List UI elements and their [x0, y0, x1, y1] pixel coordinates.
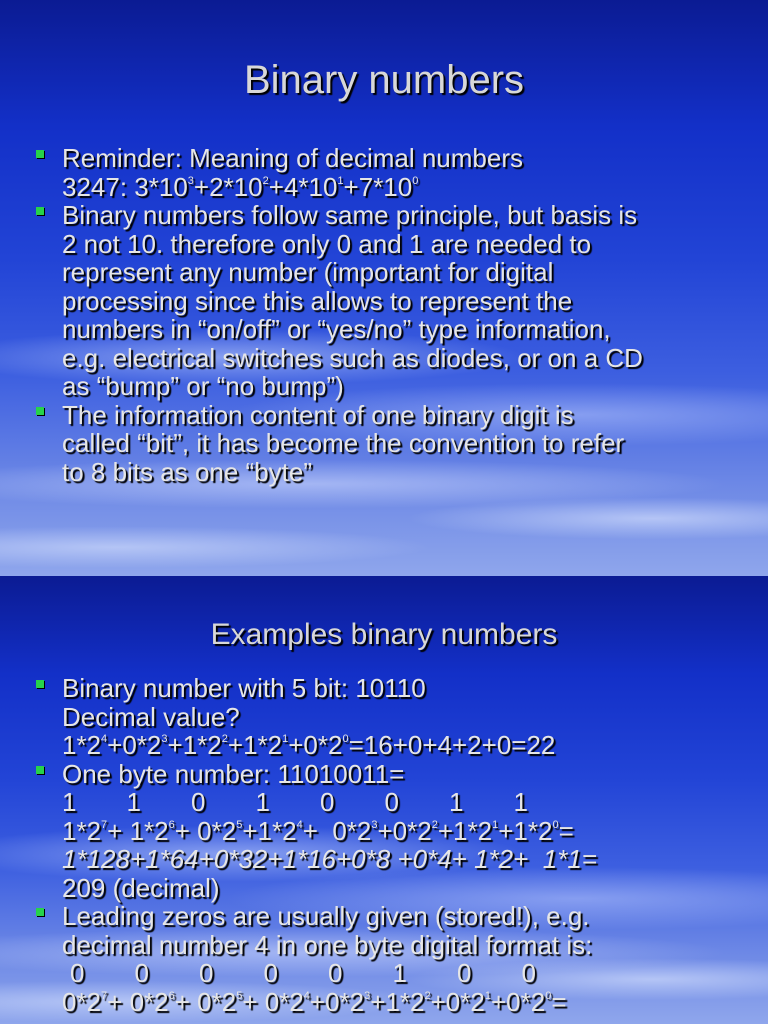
text-line: Decimal value?	[62, 701, 240, 732]
text-line: Reminder: Meaning of decimal numbers	[62, 143, 523, 173]
list-item	[34, 902, 744, 1016]
list-item	[34, 201, 744, 401]
text-line: e.g. electrical switches such as diodes, or on a CD	[62, 342, 643, 373]
list-item	[34, 144, 744, 201]
bullet-list	[34, 144, 744, 486]
text-line: Binary number with 5 bit: 10110	[62, 673, 426, 703]
text-line: numbers in “on/off” or “yes/no” type information,	[62, 314, 611, 344]
formula-line: 1*128+1*64+0*32+1*16+0*8 +0*4+ 1*2+ 1*1=	[62, 844, 597, 874]
text-line: One byte number: 11010011=	[62, 758, 405, 789]
formula-line: 3247: $3*10^3+2*10^2+4*10^1+7*10^0$	[62, 171, 419, 202]
text-line: represent any number (important for digital	[62, 257, 554, 287]
bullet-square-icon	[36, 150, 44, 158]
text-line: The information content of one binary digit is	[62, 399, 574, 430]
slide-title: Binary numbers	[243, 58, 525, 102]
bullet-list	[34, 674, 744, 1016]
formula-line: $1*2^4+0*2^3+1*2^2+1*2^1+0*2^0=16+0+4+2+0=22$	[62, 730, 556, 760]
list-item	[34, 674, 744, 760]
text-line: called “bit”, it has become the convention to refer	[62, 428, 625, 458]
text-line: Binary numbers follow same principle, but basis is	[62, 200, 638, 230]
bullet-square-icon	[36, 680, 44, 688]
slide-title: Examples binary numbers	[210, 618, 558, 651]
text-line: as “bump” or “no bump”)	[62, 371, 344, 401]
list-item	[34, 401, 744, 487]
bullet-square-icon	[36, 207, 44, 215]
text-line: Leading zeros are usually given (stored!), e.g.	[62, 901, 590, 931]
list-item	[34, 760, 744, 903]
bullet-square-icon	[36, 908, 44, 916]
text-line: to 8 bits as one “byte”	[62, 456, 313, 487]
bullet-square-icon	[36, 766, 44, 774]
digit-row: 0 0 0 0 0 1 0 0	[70, 958, 536, 988]
digit-row: 1 1 0 1 0 0 1 1	[62, 787, 528, 817]
text-line: 209 (decimal)	[62, 872, 220, 903]
bullet-square-icon	[36, 407, 44, 415]
text-line: decimal number 4 in one byte digital format is:	[62, 929, 593, 960]
text-line: processing since this allows to represent the	[62, 285, 573, 316]
text-line: 2 not 10. therefore only 0 and 1 are needed to	[62, 228, 592, 259]
slide-examples-binary-numbers	[0, 576, 768, 1024]
formula-line: $0*2^7+ 0*2^6+ 0*2^5+ 0*2^4+0*2^3+1*2^2+0*2^1+0*2^0=$	[62, 986, 567, 1017]
formula-line: $1*2^7+ 1*2^6+ 0*2^5+1*2^4+ 0*2^3+0*2^2+1*2^1+1*2^0=$	[62, 815, 574, 846]
